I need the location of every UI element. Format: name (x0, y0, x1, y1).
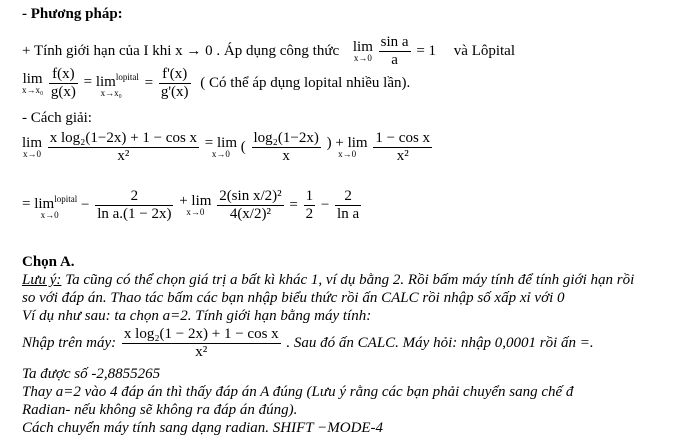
lim-word: lim (352, 39, 373, 55)
frac-num: f'(x) (159, 66, 191, 84)
frac-num: log₂(1−2x) (253, 130, 319, 146)
eq-lim: = lim (204, 135, 237, 151)
lim-sub: x→0 (186, 207, 205, 217)
frac-num: 1 − cos x (375, 130, 431, 146)
step2-lim2 (179, 194, 211, 217)
step2-half (304, 188, 316, 223)
step1-line (22, 130, 434, 165)
lopital-lim2 (84, 70, 139, 98)
lim-sub: x→0 (338, 149, 357, 159)
step2-ln-frac (335, 188, 361, 223)
lim-sub: x→0 (40, 209, 59, 220)
limit-intro-line (22, 34, 515, 69)
input-tail: . Sau đó ấn CALC. Máy hỏi: nhập 0,0001 rồi ấn =. (286, 334, 594, 351)
lopital-fp-over-gp (159, 66, 191, 101)
lopital-note: ( Có thể áp dụng lopital nhiều lần). (200, 74, 411, 91)
lopital-rule-line: lim x→x₀ $\frac{f(x)}{g(x)}$ = $\lim^{lopital}$ x→x₀ = $\frac{f'(x)}{g'(x)}$ ( Có thể áp dụng lopital nhiều lần). (22, 66, 411, 100)
formula1-lim (353, 40, 373, 63)
result-line: Ta được số -2,8855265 (22, 366, 161, 382)
step2-lim (22, 192, 77, 220)
lim-sub: x→x₀ (22, 85, 44, 95)
eq-lim: = lim (22, 195, 55, 212)
frac-num: 1 (305, 188, 314, 204)
step2-frac2 (217, 188, 283, 223)
frac-num: x log₂(1 − 2x) + 1 − cos x (123, 326, 279, 342)
step2-line (22, 188, 363, 223)
lopital-lim (22, 72, 43, 95)
frac-den: g'(x) (160, 84, 189, 100)
lopital-sup: lopital (54, 193, 78, 204)
note-line1 (22, 272, 634, 289)
minus-sign: − (320, 196, 330, 213)
frac-num: f(x) (49, 66, 78, 84)
frac-den: x² (117, 148, 130, 164)
note-label: Lưu ý: (22, 272, 62, 288)
equals-sign: = (289, 196, 298, 213)
formula1-fraction (379, 34, 411, 69)
frac-den: a (391, 52, 398, 68)
frac-num: 2(sin x/2)² (219, 188, 282, 204)
input-label: Nhập trên máy: (22, 334, 117, 351)
method-heading: - Phương pháp: (22, 6, 123, 22)
step1-lim3 (327, 136, 368, 159)
frac-den: 4(x/2)² (229, 206, 271, 222)
frac-den: x² (195, 344, 208, 360)
frac-den: x² (396, 148, 409, 164)
input-fraction (122, 326, 281, 361)
note-text1: Ta cũng có thể chọn giá trị a bất kì khác 1, ví dụ bằng 2. Rồi bấm máy tính để tính giới hạn rồi (61, 272, 635, 288)
frac-num: sin a (380, 34, 409, 50)
step1-frac3 (373, 130, 432, 165)
frac-num: x log₂(1−2x) + 1 − cos x (49, 130, 198, 146)
input-line (22, 326, 594, 361)
answer-choice: Chọn A. (22, 254, 75, 270)
plus-lim: + lim (179, 193, 212, 209)
open-paren: ( (240, 138, 246, 155)
frac-num: 2 (95, 188, 173, 206)
lopital-sup: lopital (115, 71, 139, 82)
limit-intro-text: + Tính giới hạn của I khi x → 0 . Áp dụng công thức (22, 42, 340, 59)
lim-word: lim (22, 135, 43, 151)
lim-sub: x→0 (23, 149, 41, 159)
conclusion-line1: Thay a=2 vào 4 đáp án thì thấy đáp án A đúng (Lưu ý rằng các bạn phải chuyển sang chế đ (22, 384, 574, 400)
solution-heading: - Cách giải: (22, 110, 92, 126)
frac-den: ln a.(1 − 2x) (97, 206, 172, 222)
frac-den: g(x) (50, 84, 76, 100)
eq-lim: = lim (83, 73, 116, 90)
frac-den: ln a (337, 206, 360, 222)
frac-den: x (282, 148, 290, 164)
radian-mode-line: Cách chuyển máy tính sang dạng radian. SHIFT −MODE-4 (22, 420, 384, 436)
lim-sub: x→0 (211, 149, 230, 159)
step1-frac2 (252, 130, 321, 165)
step2-frac1 (95, 188, 173, 223)
lopital-f-over-g (49, 66, 78, 101)
lim-sub: x→x₀ (100, 87, 122, 98)
frac-num: 2 (335, 188, 361, 206)
lim-sub: x→0 (353, 53, 372, 63)
note-line2: so với đáp án. Thao tác bấm các bạn nhập biểu thức rồi ấn CALC rồi nhập số xấp xỉ với 0 (22, 290, 565, 306)
note-line3: Ví dụ như sau: ta chọn a=2. Tính giới hạn bằng máy tính: (22, 308, 372, 324)
formula1-suffix: và Lôpital (453, 42, 516, 59)
formula1-tail: = 1 (416, 42, 437, 59)
conclusion-line2: Radian- nếu không sẽ không ra đáp án đúng). (22, 402, 298, 418)
step1-lim2 (205, 136, 237, 159)
step1-frac (48, 130, 199, 165)
frac-den: 2 (305, 206, 314, 222)
lim-word: lim (22, 71, 43, 87)
step1-lim (22, 136, 42, 159)
plus-lim: ) + lim (326, 135, 368, 151)
minus-sign: − (80, 196, 90, 213)
